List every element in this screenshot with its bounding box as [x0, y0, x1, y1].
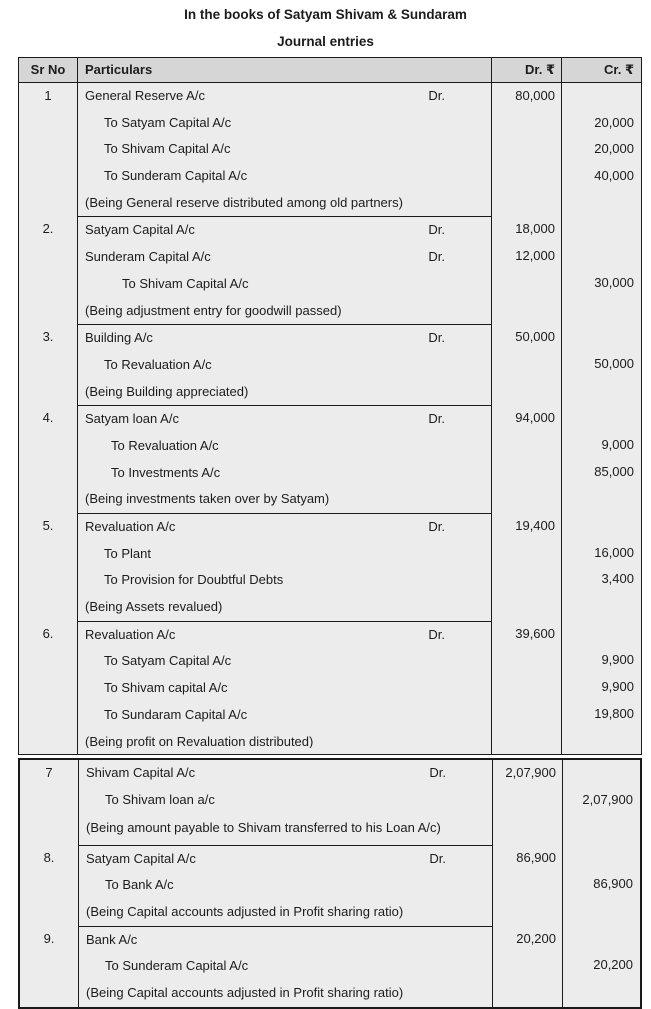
dr-amount: [492, 136, 555, 163]
debit-line: [85, 325, 487, 352]
credit-line: To Revaluation A/c: [104, 356, 212, 372]
cr-amount: 3,400: [601, 571, 634, 587]
entry-particulars-cell: [78, 83, 492, 216]
journal-table-part-2: [18, 758, 642, 1009]
entry-debit-column: [493, 926, 563, 1007]
cr-amount: 20,000: [594, 114, 634, 130]
cr-amount: [562, 297, 634, 324]
cr-amount: [562, 513, 634, 540]
credit-line: To Sundaram Capital A/c: [104, 706, 248, 722]
cr-amount: 50,000: [594, 355, 634, 371]
header-cr-rupee: Cr. ₹: [604, 62, 634, 77]
cr-amount: 9,900: [601, 679, 634, 695]
dr-amount: [493, 814, 556, 841]
credit-line: To Plant: [104, 545, 151, 561]
entry-particulars-cell: [79, 845, 493, 926]
cr-amount: 86,900: [593, 876, 633, 892]
credit-line: To Satyam Capital A/c: [104, 653, 232, 669]
entry-number: 1: [44, 88, 52, 103]
entry-credit-column: [562, 83, 641, 216]
debit-line: [85, 514, 487, 541]
dr-amount: [492, 297, 555, 324]
journal-entry: [19, 324, 641, 405]
cr-amount: 40,000: [594, 168, 634, 184]
account-name: Satyam Capital A/c: [86, 850, 196, 866]
account-name: Bank A/c: [86, 931, 138, 947]
entry-particulars-cell: [78, 621, 492, 754]
entry-particulars-cell: [78, 405, 492, 513]
credit-line: To Sunderam Capital A/c: [104, 168, 248, 184]
dr-amount: [492, 701, 555, 728]
entry-particulars-cell: [78, 513, 492, 621]
cr-amount: [562, 485, 634, 512]
entry-credit-column: [563, 926, 640, 1007]
journal-entry: [20, 845, 640, 926]
cr-amount: [563, 926, 633, 953]
entry-particulars-cell: [78, 324, 492, 405]
journal-entry: [20, 926, 640, 1007]
journal-entry: [19, 83, 641, 216]
entry-number-cell: [20, 845, 79, 926]
narration-line: (Being Assets revalued): [85, 599, 223, 615]
entry-particulars-cell: [78, 216, 492, 324]
entry-particulars-cell: [79, 926, 493, 1007]
dr-amount: 94,000: [515, 410, 555, 426]
cr-amount: 20,000: [594, 141, 634, 157]
cr-amount: 20,200: [593, 957, 633, 973]
dr-amount: [492, 566, 555, 593]
cr-amount: [563, 898, 633, 925]
account-name: Revaluation A/c: [85, 626, 176, 642]
dr-amount: [492, 459, 555, 486]
account-name: Building A/c: [85, 330, 153, 346]
journal-table-part-1: [18, 57, 642, 755]
dr-amount: 19,400: [515, 518, 555, 533]
dr-amount: 12,000: [515, 248, 555, 264]
entry-debit-column: [493, 845, 563, 926]
cr-amount: [563, 760, 633, 787]
entry-number-cell: [20, 760, 79, 844]
credit-line: To Revaluation A/c: [111, 437, 219, 453]
entry-debit-column: [492, 216, 562, 324]
credit-line: To Bank A/c: [105, 877, 174, 893]
cr-amount: 30,000: [594, 274, 634, 290]
journal-entry: [19, 513, 641, 621]
cr-amount: 19,800: [594, 705, 634, 721]
dr-label: Dr.: [428, 222, 445, 238]
dr-amount: [492, 190, 555, 217]
cr-amount: 2,07,900: [582, 791, 633, 807]
entry-number-cell: [19, 324, 78, 405]
account-name: Satyam loan A/c: [85, 411, 179, 427]
narration-line: (Being investments taken over by Satyam): [85, 491, 330, 507]
dr-label: Dr.: [428, 626, 445, 642]
entry-credit-column: [563, 845, 640, 926]
book-title: In the books of Satyam Shivam & Sundaram: [184, 7, 467, 22]
dr-amount: 50,000: [515, 329, 555, 345]
entry-credit-column: [562, 621, 641, 754]
dr-label: Dr.: [428, 88, 445, 103]
cr-amount: [562, 83, 634, 110]
entry-number: 5.: [42, 518, 54, 533]
debit-line: [85, 622, 487, 649]
entry-number: 4.: [42, 410, 54, 426]
dr-amount: [492, 270, 555, 297]
account-name: General Reserve A/c: [85, 88, 205, 103]
entry-number-cell: [19, 621, 78, 754]
debit-line: [85, 244, 487, 271]
dr-amount: [492, 485, 555, 512]
journal-section-2: [20, 760, 640, 1007]
dr-amount: [492, 674, 555, 701]
journal-entry: [19, 621, 641, 754]
journal-entry: [20, 760, 640, 844]
entry-number: 6.: [42, 625, 54, 641]
cr-amount: 9,900: [601, 652, 634, 668]
entry-debit-column: [492, 324, 562, 405]
header-sr-no: Sr No: [19, 58, 78, 82]
dr-amount: [492, 540, 555, 567]
dr-label: Dr.: [429, 765, 446, 781]
entry-number: 8.: [43, 849, 55, 865]
dr-amount: [492, 432, 555, 459]
account-name: Satyam Capital A/c: [85, 222, 195, 238]
dr-amount: [493, 898, 556, 925]
credit-line: To Provision for Doubtful Debts: [104, 572, 284, 588]
dr-amount: [492, 647, 555, 674]
credit-line: To Satyam Capital A/c: [104, 114, 232, 130]
header-dr-rupee: Dr. ₹: [492, 58, 562, 82]
dr-label: Dr.: [428, 519, 445, 534]
narration-line: (Being Capital accounts adjusted in Profit sharing ratio): [86, 903, 404, 919]
entry-credit-column: [562, 216, 641, 324]
entry-number-cell: [19, 216, 78, 324]
journal-section-1: [19, 83, 641, 754]
cr-amount: [562, 324, 634, 351]
credit-line: To Sunderam Capital A/c: [105, 958, 249, 974]
dr-amount: [493, 871, 556, 898]
dr-amount: 18,000: [515, 221, 555, 237]
dr-amount: 2,07,900: [505, 765, 556, 781]
journal-entry: [19, 216, 641, 324]
account-name: Sunderam Capital A/c: [85, 249, 211, 265]
dr-amount: [492, 110, 555, 137]
dr-amount: 20,200: [516, 930, 556, 946]
cr-amount: [562, 621, 634, 648]
cr-amount: [563, 845, 633, 872]
table-header-row: [19, 58, 641, 83]
entry-debit-column: [492, 621, 562, 754]
account-name: Shivam Capital A/c: [86, 765, 196, 781]
debit-line: [86, 760, 488, 787]
entry-number: 2.: [42, 221, 54, 237]
entry-number-cell: [20, 926, 79, 1007]
entry-credit-column: [563, 760, 640, 844]
cr-amount: 85,000: [594, 463, 634, 479]
entry-credit-column: [562, 513, 641, 621]
credit-line: To Investments A/c: [111, 464, 221, 480]
dr-amount: [493, 952, 556, 979]
journal-entry: [19, 405, 641, 513]
entry-number-cell: [19, 405, 78, 513]
entry-debit-column: [493, 760, 563, 844]
dr-label: Dr.: [428, 249, 445, 265]
dr-amount: [493, 787, 556, 814]
dr-amount: [492, 593, 555, 620]
debit-line: [85, 217, 487, 244]
dr-amount: [492, 378, 555, 405]
entry-debit-column: [492, 83, 562, 216]
entry-number-cell: [19, 83, 78, 216]
entry-number: 3.: [42, 329, 54, 345]
debit-line: [86, 927, 488, 954]
narration-line: (Being General reserve distributed among old partners): [85, 194, 403, 210]
narration-line: (Being Capital accounts adjusted in Profit sharing ratio): [86, 985, 404, 1000]
cr-amount: [562, 593, 634, 620]
debit-line: [85, 406, 487, 433]
cr-amount: [562, 728, 634, 755]
dr-label: Dr.: [428, 330, 445, 346]
credit-line: To Shivam Capital A/c: [122, 275, 249, 291]
credit-line: To Shivam loan a/c: [105, 791, 215, 807]
dr-amount: 86,900: [516, 849, 556, 865]
narration-line: (Being profit on Revaluation distributed): [85, 733, 314, 748]
cr-amount: [563, 814, 633, 841]
cr-amount: [562, 405, 634, 432]
credit-line: To Shivam capital A/c: [104, 680, 228, 696]
dr-amount: 80,000: [515, 88, 555, 103]
entry-number-cell: [19, 513, 78, 621]
entry-number: 9.: [43, 930, 55, 946]
narration-line: (Being Building appreciated): [85, 383, 249, 399]
dr-amount: [492, 163, 555, 190]
cr-amount: [562, 378, 634, 405]
dr-label: Dr.: [429, 850, 446, 866]
entry-credit-column: [562, 405, 641, 513]
dr-amount: [493, 979, 556, 1006]
cr-amount: [563, 979, 633, 1006]
header-particulars: Particulars: [78, 58, 492, 82]
dr-amount: [492, 351, 555, 378]
narration-line: (Being amount payable to Shivam transferred to his Loan A/c): [86, 819, 441, 835]
entry-debit-column: [492, 513, 562, 621]
dr-label: Dr.: [428, 411, 445, 427]
cr-amount: [562, 243, 634, 270]
account-name: Revaluation A/c: [85, 519, 176, 534]
dr-amount: 39,600: [515, 625, 555, 641]
debit-line: [85, 83, 487, 110]
credit-line: To Shivam Capital A/c: [104, 141, 231, 157]
cr-amount: [562, 190, 634, 217]
entry-number: 7: [45, 765, 53, 781]
entry-credit-column: [562, 324, 641, 405]
cr-amount: 16,000: [594, 544, 634, 560]
entry-particulars-cell: [79, 760, 493, 844]
entry-debit-column: [492, 405, 562, 513]
cr-amount: [562, 216, 634, 243]
dr-amount: [492, 728, 555, 755]
cr-amount: 9,000: [601, 436, 634, 452]
debit-line: [86, 846, 488, 873]
journal-subtitle: Journal entries: [277, 34, 374, 49]
narration-line: (Being adjustment entry for goodwill passed): [85, 302, 342, 318]
